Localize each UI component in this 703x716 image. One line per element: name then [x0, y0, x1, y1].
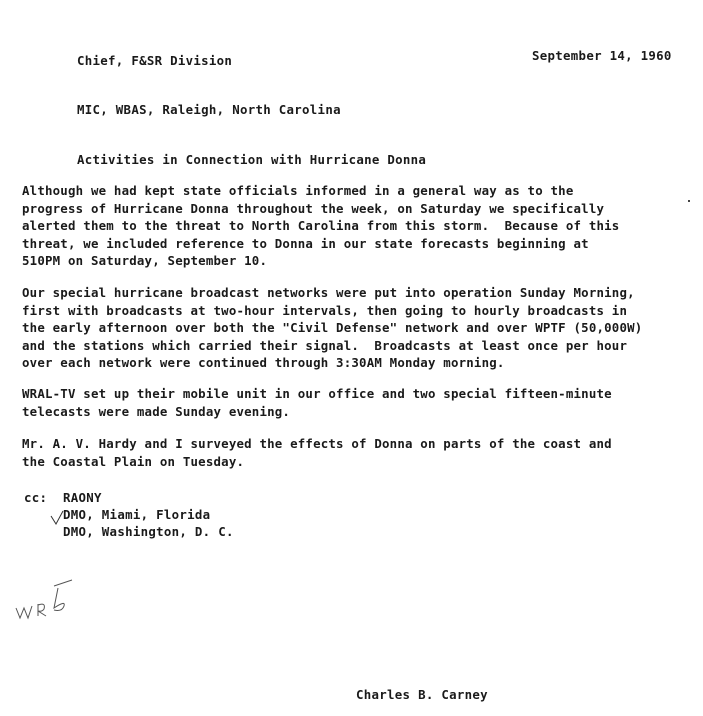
memo-line: and the stations which carried their signal. Broadcasts at least once per hour [22, 337, 628, 353]
memo-line: telecasts were made Sunday evening. [22, 403, 291, 419]
signature-name: Charles B. Carney [356, 687, 488, 702]
cc-recipient: DMO, Washington, D. C. [63, 524, 234, 539]
memo-line: the Coastal Plain on Tuesday. [22, 453, 245, 469]
memo-line: alerted them to the threat to North Carolina from this storm. Because of this [22, 218, 620, 233]
memo-line: Although we had kept state officials informed in a general way as to the [22, 183, 574, 198]
cc-recipient: RAONY [63, 490, 102, 505]
memo-line: WRAL-TV set up their mobile unit in our office and two special fifteen-minute [22, 386, 612, 401]
memo-from: MIC, WBAS, Raleigh, North Carolina [77, 102, 341, 117]
handwritten-initials-icon [14, 578, 84, 623]
cc-label: cc: [24, 490, 48, 505]
cc-recipient: DMO, Miami, Florida [63, 507, 211, 522]
memo-line: over each network were continued through 3:30AM Monday morning. [22, 355, 505, 370]
memo-paragraph-2 [22, 284, 702, 372]
memo-to: Chief, F&SR Division [77, 53, 233, 68]
memo-subject: Activities in Connection with Hurricane Donna [77, 152, 427, 167]
memo-line: the early afternoon over both the "Civil Defense" network and over WPTF (50,000W) [22, 320, 643, 335]
memo-paragraph-3 [22, 385, 702, 420]
memo-line: first with broadcasts at two-hour intervals, then going to hourly broadcasts in [22, 302, 628, 318]
memo-paragraph-1 [22, 182, 702, 270]
memo-line: Our special hurricane broadcast networks were put into operation Sunday Morning, [22, 285, 635, 300]
memo-line: progress of Hurricane Donna throughout the week, on Saturday we specifically [22, 200, 605, 216]
speck [688, 200, 690, 202]
memo-line: 510PM on Saturday, September 10. [22, 253, 268, 268]
check-mark-icon [50, 510, 64, 526]
memo-line: threat, we included reference to Donna in our state forecasts beginning at [22, 235, 589, 251]
memo-paragraph-4 [22, 435, 702, 470]
memo-line: Mr. A. V. Hardy and I surveyed the effects of Donna on parts of the coast and [22, 436, 612, 451]
memo-date: September 14, 1960 [532, 48, 672, 63]
